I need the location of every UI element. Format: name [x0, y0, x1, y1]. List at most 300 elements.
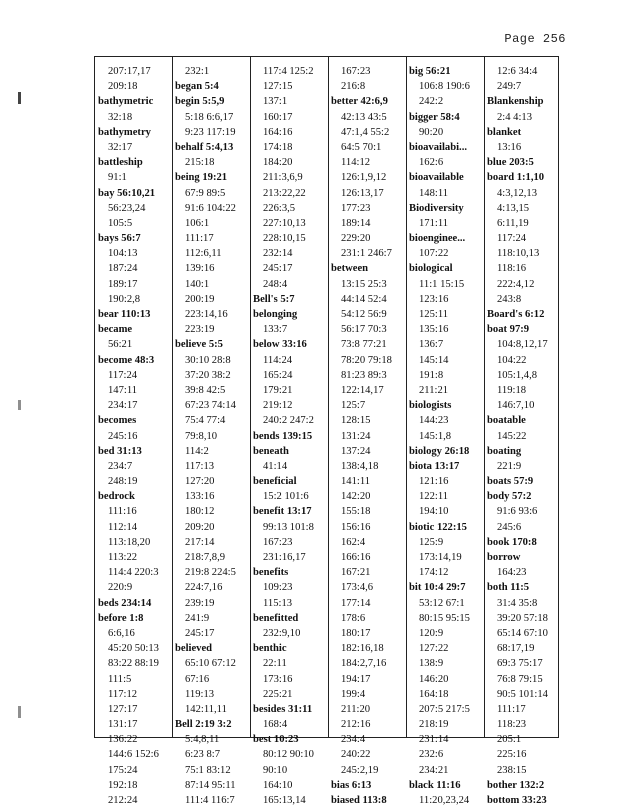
- index-reference: 232:9,10: [263, 627, 301, 639]
- index-reference: 114:4 220:3: [108, 567, 159, 579]
- index-reference: 31:4 35:8: [497, 597, 538, 609]
- index-reference: 127:17: [108, 703, 138, 715]
- index-reference: 180:17: [341, 627, 371, 639]
- index-reference: 221:9: [497, 460, 522, 472]
- index-reference: 240:22: [341, 749, 371, 761]
- index-headword: bit 10:4 29:7: [409, 582, 466, 594]
- index-reference: 68:17,19: [497, 643, 535, 655]
- index-reference: 205:1: [497, 734, 522, 746]
- index-reference: 248:19: [108, 476, 138, 488]
- index-reference: 6:23 8:7: [185, 749, 221, 761]
- index-reference: 90:10: [263, 764, 288, 776]
- index-reference: 91:6 104:22: [185, 202, 236, 214]
- index-reference: 75:4 77:4: [185, 415, 226, 427]
- index-reference: 220:9: [108, 582, 133, 594]
- index-reference: 112:14: [108, 521, 138, 533]
- index-headword: biotic 122:15: [409, 521, 467, 533]
- index-reference: 245:6: [497, 521, 522, 533]
- index-headword: beneficial: [253, 476, 297, 488]
- index-headword: Board's 6:12: [487, 309, 545, 320]
- index-reference: 99:13 101:8: [263, 521, 314, 533]
- scan-mark-left-middle: [18, 400, 21, 410]
- index-reference: 228:10,15: [263, 233, 306, 245]
- index-headword: belonging: [253, 309, 298, 320]
- index-column-3: [253, 64, 331, 808]
- index-headword: before 1:8: [98, 612, 144, 624]
- index-reference: 6:6,16: [108, 627, 135, 639]
- index-reference: 56:21: [108, 339, 133, 351]
- index-reference: 192:18: [108, 779, 138, 791]
- index-reference: 45:20 50:13: [108, 643, 159, 655]
- index-headword: biology 26:18: [409, 445, 470, 457]
- index-reference: 227:10,13: [263, 217, 306, 229]
- index-reference: 41:14: [263, 460, 288, 472]
- index-reference: 174:18: [263, 141, 293, 153]
- index-reference: 190:2,8: [108, 293, 141, 305]
- index-reference: 115:13: [263, 597, 293, 609]
- index-reference: 168:4: [263, 719, 288, 731]
- index-headword: became: [98, 324, 133, 336]
- index-headword: bays 56:7: [98, 233, 141, 245]
- index-reference: 146:7,10: [497, 400, 535, 412]
- index-headword: besides 31:11: [253, 703, 313, 715]
- index-reference: 147:11: [108, 384, 138, 396]
- index-reference: 148:11: [419, 187, 449, 199]
- index-reference: 126:1,9,12: [341, 172, 387, 184]
- index-reference: 67:9 89:5: [185, 187, 226, 199]
- index-headword: bioavailable: [409, 172, 464, 184]
- index-headword: believe 5:5: [175, 339, 223, 351]
- index-reference: 218:19: [419, 719, 449, 731]
- index-headword: being 19:21: [175, 172, 228, 184]
- index-reference: 78:20 79:18: [341, 354, 392, 366]
- index-reference: 104:22: [497, 354, 527, 366]
- index-reference: 219:12: [263, 400, 293, 412]
- index-reference: 90:20: [419, 126, 444, 138]
- index-headword: becomes: [98, 415, 137, 427]
- index-headword: began 5:4: [175, 81, 219, 93]
- index-reference: 79:8,10: [185, 430, 218, 442]
- index-reference: 189:14: [341, 217, 371, 229]
- index-headword: bottom 33:23: [487, 795, 547, 806]
- index-headword: bends 139:15: [253, 430, 313, 442]
- index-reference: 238:15: [497, 764, 527, 776]
- index-reference: 167:23: [341, 66, 371, 77]
- index-reference: 162:6: [419, 157, 444, 169]
- index-reference: 209:20: [185, 521, 215, 533]
- index-headword: benefit 13:17: [253, 506, 312, 518]
- index-headword: biological: [409, 263, 453, 275]
- index-reference: 12:6 34:4: [497, 66, 538, 77]
- index-reference: 75:1 83:12: [185, 764, 231, 776]
- index-reference: 239:19: [185, 597, 215, 609]
- index-reference: 11:1 15:15: [419, 278, 465, 290]
- index-reference: 32:17: [108, 141, 133, 153]
- index-reference: 47:1,4 55:2: [341, 126, 390, 138]
- index-reference: 119:13: [185, 688, 215, 700]
- index-headword: boating: [487, 445, 522, 457]
- index-headword: boat 97:9: [487, 324, 530, 336]
- index-reference: 211:20: [341, 703, 371, 715]
- scan-mark-left-top: [18, 92, 21, 104]
- index-reference: 91:1: [108, 172, 127, 184]
- index-reference: 141:11: [341, 476, 371, 488]
- index-reference: 80:15 95:15: [419, 612, 470, 624]
- index-reference: 67:16: [185, 673, 210, 685]
- index-reference: 213:22,22: [263, 187, 306, 199]
- index-reference: 222:4,12: [497, 278, 535, 290]
- index-reference: 138:9: [419, 658, 444, 670]
- index-reference: 187:24: [108, 263, 138, 275]
- index-column-4: [331, 64, 409, 808]
- index-reference: 117:12: [108, 688, 138, 700]
- index-reference: 209:18: [108, 81, 138, 93]
- index-reference: 117:4 125:2: [263, 66, 314, 77]
- index-reference: 191:8: [419, 369, 444, 381]
- index-column-1: [98, 64, 176, 808]
- index-reference: 65:14 67:10: [497, 627, 548, 639]
- index-reference: 13:16: [497, 141, 522, 153]
- index-reference: 223:19: [185, 324, 215, 336]
- index-column-5: [409, 64, 487, 808]
- index-reference: 167:21: [341, 567, 371, 579]
- index-reference: 137:1: [263, 96, 288, 108]
- index-reference: 243:8: [497, 293, 522, 305]
- index-headword: big 56:21: [409, 66, 451, 77]
- index-column-2: [175, 64, 253, 808]
- index-reference: 165:24: [263, 369, 293, 381]
- index-reference: 215:18: [185, 157, 215, 169]
- index-reference: 166:16: [341, 552, 371, 563]
- index-reference: 111:5: [108, 673, 132, 685]
- index-reference: 167:23: [263, 536, 293, 548]
- index-reference: 32:18: [108, 111, 133, 123]
- index-reference: 249:7: [497, 81, 522, 93]
- index-column-6: [487, 64, 565, 808]
- index-reference: 177:23: [341, 202, 371, 214]
- index-headword: borrow: [487, 552, 521, 563]
- index-reference: 39:20 57:18: [497, 612, 548, 624]
- index-reference: 175:24: [108, 764, 138, 776]
- index-reference: 248:4: [263, 278, 288, 290]
- index-reference: 240:2 247:2: [263, 415, 314, 427]
- index-reference: 232:14: [263, 248, 293, 260]
- index-reference: 87:14 95:11: [185, 779, 236, 791]
- index-reference: 189:17: [108, 278, 138, 290]
- index-reference: 180:12: [185, 506, 215, 518]
- index-reference: 211:3,6,9: [263, 172, 303, 184]
- index-reference: 164:16: [263, 126, 293, 138]
- index-reference: 125:7: [341, 400, 366, 412]
- index-reference: 9:23 117:19: [185, 126, 236, 138]
- index-reference: 212:16: [341, 719, 371, 731]
- index-reference: 173:4,6: [341, 582, 374, 594]
- index-reference: 105:1,4,8: [497, 369, 538, 381]
- index-headword: both 11:5: [487, 582, 530, 594]
- index-reference: 164:23: [497, 567, 527, 579]
- index-headword: body 57:2: [487, 491, 532, 503]
- index-reference: 231:14: [419, 734, 449, 746]
- index-reference: 112:6,11: [185, 248, 222, 260]
- index-headword: beds 234:14: [98, 597, 152, 609]
- index-reference: 111:16: [108, 506, 137, 518]
- index-reference: 194:17: [341, 673, 371, 685]
- index-reference: 232:6: [419, 749, 444, 761]
- index-reference: 145:14: [419, 354, 449, 366]
- index-headword: benefitted: [253, 612, 299, 624]
- index-reference: 126:13,17: [341, 187, 384, 199]
- index-reference: 118:10,13: [497, 248, 540, 260]
- index-reference: 184:20: [263, 157, 293, 169]
- index-headword: biota 13:17: [409, 460, 460, 472]
- index-reference: 109:23: [263, 582, 293, 594]
- index-reference: 118:16: [497, 263, 527, 275]
- index-reference: 178:6: [341, 612, 366, 624]
- index-reference: 207:5 217:5: [419, 703, 470, 715]
- index-reference: 241:9: [185, 612, 210, 624]
- index-reference: 73:8 77:21: [341, 339, 387, 351]
- index-reference: 22:11: [263, 658, 287, 670]
- index-headword: bioenginee...: [409, 233, 466, 245]
- index-reference: 111:17: [497, 703, 526, 715]
- index-reference: 232:1: [185, 66, 210, 77]
- index-reference: 54:12 56:9: [341, 309, 387, 320]
- index-reference: 127:15: [263, 81, 293, 93]
- index-reference: 131:17: [108, 719, 138, 731]
- index-headword: blue 203:5: [487, 157, 534, 169]
- index-reference: 90:5 101:14: [497, 688, 548, 700]
- index-headword: behalf 5:4,13: [175, 141, 234, 153]
- index-headword: begin 5:5,9: [175, 96, 225, 108]
- index-headword: biologists: [409, 400, 452, 412]
- page-number-label: Page 256: [504, 32, 566, 46]
- index-reference: 174:12: [419, 567, 449, 579]
- index-reference: 225:21: [263, 688, 293, 700]
- index-table: [94, 56, 559, 806]
- index-reference: 133:7: [263, 324, 288, 336]
- index-reference: 91:6 93:6: [497, 506, 538, 518]
- index-reference: 145:1,8: [419, 430, 452, 442]
- index-reference: 42:13 43:5: [341, 111, 387, 123]
- index-headword: between: [331, 263, 369, 275]
- index-reference: 37:20 38:2: [185, 369, 231, 381]
- index-reference: 67:23 74:14: [185, 400, 236, 412]
- index-reference: 231:1 246:7: [341, 248, 392, 260]
- index-reference: 117:13: [185, 460, 215, 472]
- index-reference: 212:24: [108, 795, 138, 806]
- index-headword: biased 113:8: [331, 795, 387, 806]
- index-reference: 111:4 116:7: [185, 795, 235, 806]
- index-reference: 245:17: [185, 627, 215, 639]
- index-reference: 113:22: [108, 552, 138, 563]
- index-headword: benefits: [253, 567, 289, 579]
- index-reference: 119:18: [497, 384, 527, 396]
- index-headword: boatable: [487, 415, 526, 427]
- index-reference: 104:8,12,17: [497, 339, 548, 351]
- index-headword: benthic: [253, 643, 287, 655]
- index-headword: bed 31:13: [98, 445, 142, 457]
- index-headword: boats 57:9: [487, 476, 534, 488]
- index-reference: 131:24: [341, 430, 371, 442]
- index-reference: 120:9: [419, 627, 444, 639]
- index-reference: 245:17: [263, 263, 293, 275]
- index-reference: 225:16: [497, 749, 527, 761]
- index-headword: better 42:6,9: [331, 96, 388, 108]
- index-headword: black 11:16: [409, 779, 461, 791]
- index-reference: 5:18 6:6,17: [185, 111, 234, 123]
- index-reference: 144:6 152:6: [108, 749, 159, 761]
- index-headword: below 33:16: [253, 339, 307, 351]
- index-reference: 136:22: [108, 734, 138, 746]
- index-reference: 199:4: [341, 688, 366, 700]
- index-reference: 13:15 25:3: [341, 278, 387, 290]
- index-reference: 145:22: [497, 430, 527, 442]
- index-reference: 173:14,19: [419, 552, 462, 563]
- index-reference: 182:16,18: [341, 643, 384, 655]
- index-reference: 122:14,17: [341, 384, 384, 396]
- index-reference: 11:20,23,24: [419, 795, 470, 806]
- index-reference: 234:17: [108, 400, 138, 412]
- index-reference: 128:15: [341, 415, 371, 427]
- index-reference: 6:11,19: [497, 217, 529, 229]
- index-reference: 155:18: [341, 506, 371, 518]
- index-reference: 219:8 224:5: [185, 567, 236, 579]
- index-reference: 138:4,18: [341, 460, 379, 472]
- index-reference: 114:2: [185, 445, 209, 457]
- index-reference: 123:16: [419, 293, 449, 305]
- index-reference: 140:1: [185, 278, 210, 290]
- index-headword: bedrock: [98, 491, 135, 503]
- index-reference: 135:16: [419, 324, 449, 336]
- index-headword: bother 132:2: [487, 779, 545, 791]
- index-headword: bathymetry: [98, 126, 151, 138]
- index-reference: 144:23: [419, 415, 449, 427]
- index-headword: believed: [175, 643, 213, 655]
- index-reference: 139:16: [185, 263, 215, 275]
- index-headword: become 48:3: [98, 354, 155, 366]
- index-reference: 76:8 79:15: [497, 673, 543, 685]
- index-headword: Bell's 5:7: [253, 293, 295, 305]
- index-reference: 173:16: [263, 673, 293, 685]
- index-reference: 164:10: [263, 779, 293, 791]
- index-reference: 156:16: [341, 521, 371, 533]
- index-reference: 146:20: [419, 673, 449, 685]
- index-reference: 106:1: [185, 217, 210, 229]
- index-reference: 229:20: [341, 233, 371, 245]
- index-reference: 217:14: [185, 536, 215, 548]
- index-reference: 83:22 88:19: [108, 658, 159, 670]
- index-reference: 234:21: [419, 764, 449, 776]
- index-headword: best 10:23: [253, 734, 299, 746]
- index-reference: 53:12 67:1: [419, 597, 465, 609]
- index-reference: 69:3 75:17: [497, 658, 543, 670]
- index-headword: bioavailabi...: [409, 141, 467, 153]
- index-headword: blanket: [487, 126, 522, 138]
- index-reference: 64:5 70:1: [341, 141, 382, 153]
- index-reference: 133:16: [185, 491, 215, 503]
- index-reference: 117:24: [108, 369, 138, 381]
- index-reference: 122:11: [419, 491, 449, 503]
- index-reference: 164:18: [419, 688, 449, 700]
- index-reference: 65:10 67:12: [185, 658, 236, 670]
- index-reference: 200:19: [185, 293, 215, 305]
- index-reference: 15:2 101:6: [263, 491, 309, 503]
- index-headword: bigger 58:4: [409, 111, 460, 123]
- index-reference: 114:24: [263, 354, 293, 366]
- index-headword: board 1:1,10: [487, 172, 545, 184]
- index-reference: 127:22: [419, 643, 449, 655]
- index-reference: 107:22: [419, 248, 449, 260]
- index-reference: 177:14: [341, 597, 371, 609]
- index-reference: 56:23,24: [108, 202, 146, 214]
- index-headword: book 170:8: [487, 536, 537, 548]
- index-reference: 207:17,17: [108, 66, 151, 77]
- index-reference: 39:8 42:5: [185, 384, 226, 396]
- index-reference: 5:4,8,11: [185, 734, 220, 746]
- index-headword: bias 6:13: [331, 779, 372, 791]
- index-reference: 56:17 70:3: [341, 324, 387, 336]
- index-reference: 171:11: [419, 217, 449, 229]
- index-reference: 216:8: [341, 81, 366, 93]
- index-reference: 223:14,16: [185, 309, 228, 320]
- index-reference: 234:7: [108, 460, 133, 472]
- index-reference: 121:16: [419, 476, 449, 488]
- index-reference: 142:20: [341, 491, 371, 503]
- index-reference: 142:11,11: [185, 703, 227, 715]
- index-reference: 245:2,19: [341, 764, 379, 776]
- index-reference: 226:3,5: [263, 202, 296, 214]
- index-reference: 245:16: [108, 430, 138, 442]
- index-headword: battleship: [98, 157, 143, 169]
- index-reference: 118:23: [497, 719, 527, 731]
- index-headword: bay 56:10,21: [98, 187, 156, 199]
- index-reference: 105:5: [108, 217, 133, 229]
- index-reference: 44:14 52:4: [341, 293, 387, 305]
- index-reference: 242:2: [419, 96, 444, 108]
- index-reference: 111:17: [185, 233, 214, 245]
- index-reference: 184:2,7,16: [341, 658, 387, 670]
- index-reference: 211:21: [419, 384, 449, 396]
- index-reference: 218:7,8,9: [185, 552, 226, 563]
- index-reference: 137:24: [341, 445, 371, 457]
- index-reference: 136:7: [419, 339, 444, 351]
- scan-mark-left-bottom: [18, 706, 21, 718]
- index-reference: 4:3,12,13: [497, 187, 538, 199]
- index-reference: 234:4: [341, 734, 366, 746]
- index-headword: Blankenship: [487, 96, 544, 108]
- index-headword: beneath: [253, 445, 289, 457]
- index-reference: 2:4 4:13: [497, 111, 533, 123]
- index-reference: 165:13,14: [263, 795, 306, 806]
- index-reference: 127:20: [185, 476, 215, 488]
- index-reference: 231:16,17: [263, 552, 306, 563]
- index-reference: 224:7,16: [185, 582, 223, 594]
- index-reference: 104:13: [108, 248, 138, 260]
- index-reference: 113:18,20: [108, 536, 151, 548]
- index-reference: 106:8 190:6: [419, 81, 470, 93]
- index-reference: 81:23 89:3: [341, 369, 387, 381]
- index-reference: 160:17: [263, 111, 293, 123]
- index-reference: 125:11: [419, 309, 449, 320]
- index-reference: 117:24: [497, 233, 527, 245]
- index-reference: 194:10: [419, 506, 449, 518]
- index-reference: 80:12 90:10: [263, 749, 314, 761]
- index-reference: 162:4: [341, 536, 366, 548]
- index-reference: 30:10 28:8: [185, 354, 231, 366]
- index-headword: Bell 2:19 3:2: [175, 719, 232, 731]
- index-reference: 114:12: [341, 157, 371, 169]
- index-reference: 125:9: [419, 536, 444, 548]
